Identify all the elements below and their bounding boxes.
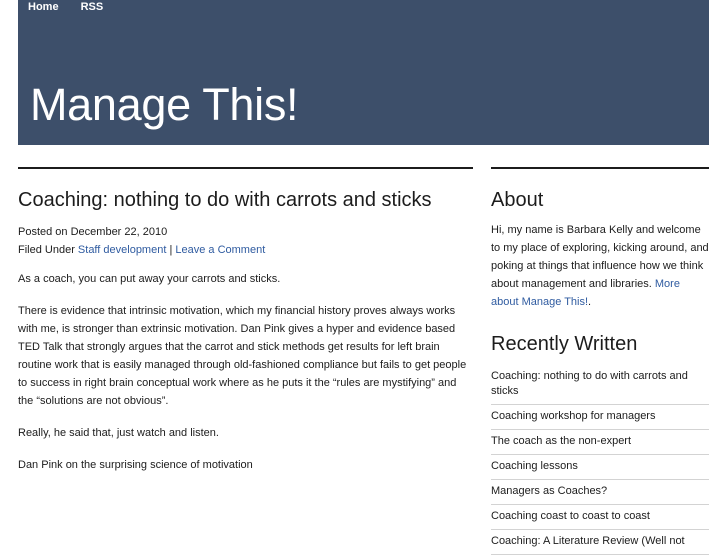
list-item [491, 455, 709, 480]
post-category-line [18, 241, 473, 259]
about-body: Hi, my name is Barbara Kelly and welcome to my place of exploring, kicking around, and poking at things that influence how we think about management and libraries. [491, 224, 709, 290]
post-paragraph: There is evidence that intrinsic motivation, which my financial history proves always works with me, is stronger than extrinsic motivation. Dan Pink gives a hyper and evidence based TED Talk that strongly argues that the carrot and stick methods get results for left brain routine work that is easily managed through old-fashioned compliance but fails to get people to success in right brain conceptual work where as he puts it the “rules are mystifying” and the “solutions are not obvious”. [18, 305, 467, 407]
list-item [491, 405, 709, 430]
post-paragraph: Really, he said that, just watch and listen. [18, 427, 219, 439]
recent-posts-list [491, 365, 709, 555]
site-title: Manage This! [30, 79, 299, 130]
category-link[interactable]: Staff development [77, 244, 167, 256]
recent-post-link[interactable]: Coaching lessons [491, 460, 578, 472]
list-item [491, 530, 709, 555]
list-item [491, 505, 709, 530]
about-text [491, 221, 709, 311]
recent-post-link[interactable]: Coaching workshop for managers [491, 410, 656, 422]
about-period: . [588, 296, 592, 308]
nav-rss-link[interactable]: RSS [80, 1, 104, 13]
nav-home-link[interactable]: Home [28, 1, 59, 13]
about-heading: About [491, 189, 544, 211]
leave-comment-link[interactable]: Leave a Comment [175, 244, 266, 256]
post-date-line [18, 223, 473, 241]
post-paragraph: Dan Pink on the surprising science of motivation [18, 459, 253, 471]
site-header [18, 0, 709, 145]
post-meta [18, 223, 473, 259]
recent-post-link[interactable]: Managers as Coaches? [491, 485, 608, 497]
list-item [491, 430, 709, 455]
more-about-link[interactable]: More about Manage This! [491, 278, 680, 308]
main-divider [18, 167, 473, 169]
list-item [491, 365, 709, 405]
post [18, 186, 473, 488]
recent-post-link[interactable]: Coaching coast to coast to coast [491, 510, 650, 522]
posted-label: Posted on [18, 226, 68, 238]
sidebar-divider [491, 167, 709, 169]
top-nav [28, 0, 125, 14]
list-item [491, 480, 709, 505]
post-body [18, 270, 473, 474]
filed-label: Filed Under [18, 244, 75, 256]
recent-post-link[interactable]: The coach as the non-expert [491, 435, 632, 447]
recent-heading: Recently Written [491, 333, 638, 355]
sidebar [491, 186, 709, 555]
post-title: Coaching: nothing to do with carrots and sticks [18, 189, 432, 211]
post-paragraph: As a coach, you can put away your carrots and sticks. [18, 273, 281, 285]
meta-separator: | [169, 244, 173, 256]
recent-post-link[interactable]: Coaching: nothing to do with carrots and sticks [491, 370, 688, 397]
post-date: December 22, 2010 [70, 226, 168, 238]
recent-post-link[interactable]: Coaching: A Literature Review (Well not [491, 535, 685, 547]
